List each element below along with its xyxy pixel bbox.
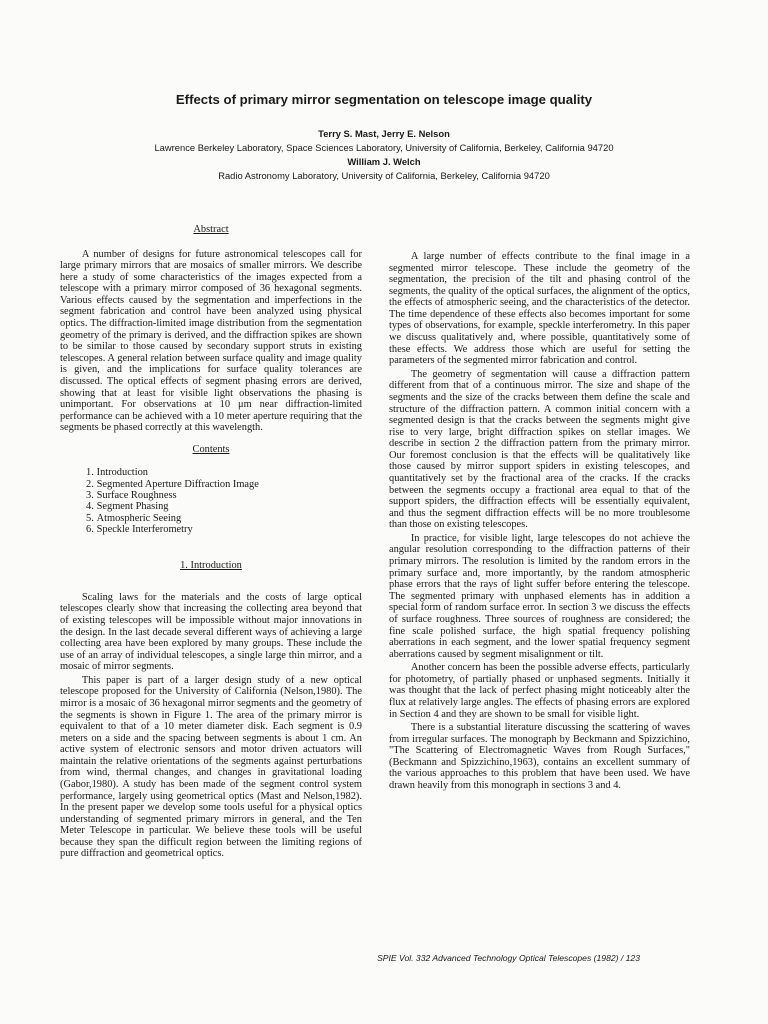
contents-item: 2. Segmented Aperture Diffraction Image	[86, 478, 259, 490]
contents-item: 1. Introduction	[86, 467, 148, 479]
contents-heading: Contents	[192, 443, 230, 455]
body-paragraph: Another concern has been the possible adverse effects, particularly for photometry, of partially phased or unphased segments. Initially it was thought that the lack of perfect phasing might noticeably alter the flux at relatively large angles. The effects of phasing errors are explored in Section 4 and they are shown to be small for visible light.	[389, 662, 690, 720]
left-column	[60, 224, 362, 860]
contents-item: 6. Speckle Interferometry	[86, 523, 193, 535]
right-column	[389, 251, 690, 792]
affiliation-ral: Radio Astronomy Laboratory, University of California, Berkeley, California 94720	[218, 170, 550, 181]
page-footer: SPIE Vol. 332 Advanced Technology Optical Telescopes (1982) / 123	[377, 953, 640, 963]
introduction-heading: 1. Introduction	[180, 560, 242, 572]
intro-paragraph: Scaling laws for the materials and the costs of large optical telescopes clearly show that increasing the collecting area beyond that of existing telescopes will be impossible without major innovations in the design. In the last decade several different ways of achieving a large collecting area have been explored by many groups. These include the use of an array of individual telescopes, a single large thin mirror, and a mosaic of mirror segments.	[60, 591, 362, 673]
contents-list	[60, 467, 362, 535]
body-paragraph: There is a substantial literature discussing the scattering of waves from irregular surfaces. The monograph by Beckmann and Spizzichino, "The Scattering of Electromagnetic Waves from Rough Surfaces," (Beckmann and Spizzichino,1963), contains an excellent summary of the various approaches to this problem that have been used. We have drawn heavily from this monograph in sections 3 and 4.	[389, 722, 690, 792]
contents-item: 3. Surface Roughness	[86, 490, 177, 501]
body-paragraph: In practice, for visible light, large telescopes do not achieve the angular resolution corresponding to the diffraction patterns of their primary mirrors. The resolution is limited by the random errors in the primary surface and, more importantly, by the random atmospheric phase errors that the rays of light suffer before entering the telescope. The segmented primary with unphased elements has in addition a special form of random surface error. In section 3 we discuss the effects of surface roughness. Three sources of roughness are considered; the fine scale polished surface, the high spatial frequency polishing aberrations in each segment, and the lower spatial frequency segment aberrations caused by segment misalignment or tilt.	[389, 532, 690, 660]
paper-title: Effects of primary mirror segmentation on telescope image quality	[175, 92, 593, 107]
authors-primary: Terry S. Mast, Jerry E. Nelson	[318, 128, 450, 139]
contents-item: 5. Atmospheric Seeing	[86, 512, 182, 524]
authors-secondary: William J. Welch	[347, 156, 421, 167]
abstract-heading: Abstract	[193, 224, 229, 235]
affiliation-lbl: Lawrence Berkeley Laboratory, Space Sciences Laboratory, University of California, Berkeley, California 94720	[154, 142, 614, 153]
contents-item: 4. Segment Phasing	[86, 501, 169, 513]
body-paragraph: A large number of effects contribute to the final image in a segmented mirror telescope. These include the geometry of the segmentation, the precision of the tilt and phasing control of the segments, the quality of the optical surfaces, the alignment of the optics, the effects of atmospheric seeing, and the characteristics of the detector. The time dependence of these effects also becomes important for some types of observations, for example, speckle interferometry. In this paper we discuss qualitatively and, where possible, quantitatively some of these effects. We address those which are useful for setting the parameters of the segmented mirror fabrication and control.	[389, 251, 690, 367]
intro-paragraph: This paper is part of a larger design study of a new optical telescope proposed for the University of California (Nelson,1980). The mirror is a mosaic of 36 hexagonal mirror segments and the geometry of the segments is shown in Figure 1. The area of the primary mirror is equivalent to that of a 10 meter diameter disk. Each segment is 0.9 meters on a side and the spacing between segments is about 1 cm. An active system of electronic sensors and motor driven actuators will maintain the relative orientations of the segments against perturbations from wind, thermal changes, and changes in gravitational loading (Gabor,1980). A study has been made of the segment control system performance, largely using geometrical optics (Mast and Nelson,1982). In the present paper we develop some tools useful for a physical optics understanding of segmented primary mirrors in general, and the Ten Meter Telescope in particular. We believe these tools will be useful because they span the difficult region between the limiting regions of pure diffraction and geometrical optics.	[60, 674, 362, 860]
abstract-text: A number of designs for future astronomical telescopes call for large primary mirrors that are mosaics of smaller mirrors. We describe here a study of some characteristics of the images expected from a telescope with a primary mirror composed of 36 hexagonal segments. Various effects caused by the segmentation and imperfections in the segment fabrication and control have been analyzed using physical optics. The diffraction-limited image distribution from the segmentation geometry of the primary is derived, and the diffraction spikes are shown to be similar to those caused by secondary support struts in existing telescopes. A general relation between surface quality and image quality is given, and the implications for surface quality tolerances are discussed. The optical effects of segment phasing errors are derived, showing that at least for visible light observations the phasing is unimportant. For observations at 10 μm near diffraction-limited performance can be achieved with a 10 meter aperture requiring that the segments be phased correctly at this wavelength.	[60, 248, 362, 434]
body-paragraph: The geometry of segmentation will cause a diffraction pattern different from that of a continuous mirror. The size and shape of the segments and the size of the cracks between them define the scale and structure of the diffraction pattern. A common initial concern with a segmented design is that the cracks between the segments might give rise to very large, bright diffraction spikes on stellar images. We describe in section 2 the diffraction pattern from the primary mirror. Our foremost conclusion is that the effects will be qualitatively like those caused by mirror support spiders in existing telescopes, and quantitatively set by the fractional area of the cracks. If the cracks between the segments occupy a fractional area equal to that of the support spiders, the diffraction effects will be essentially equivalent, and thus the segment diffraction effects will be no more troublesome than those on existing telescopes.	[389, 368, 690, 531]
